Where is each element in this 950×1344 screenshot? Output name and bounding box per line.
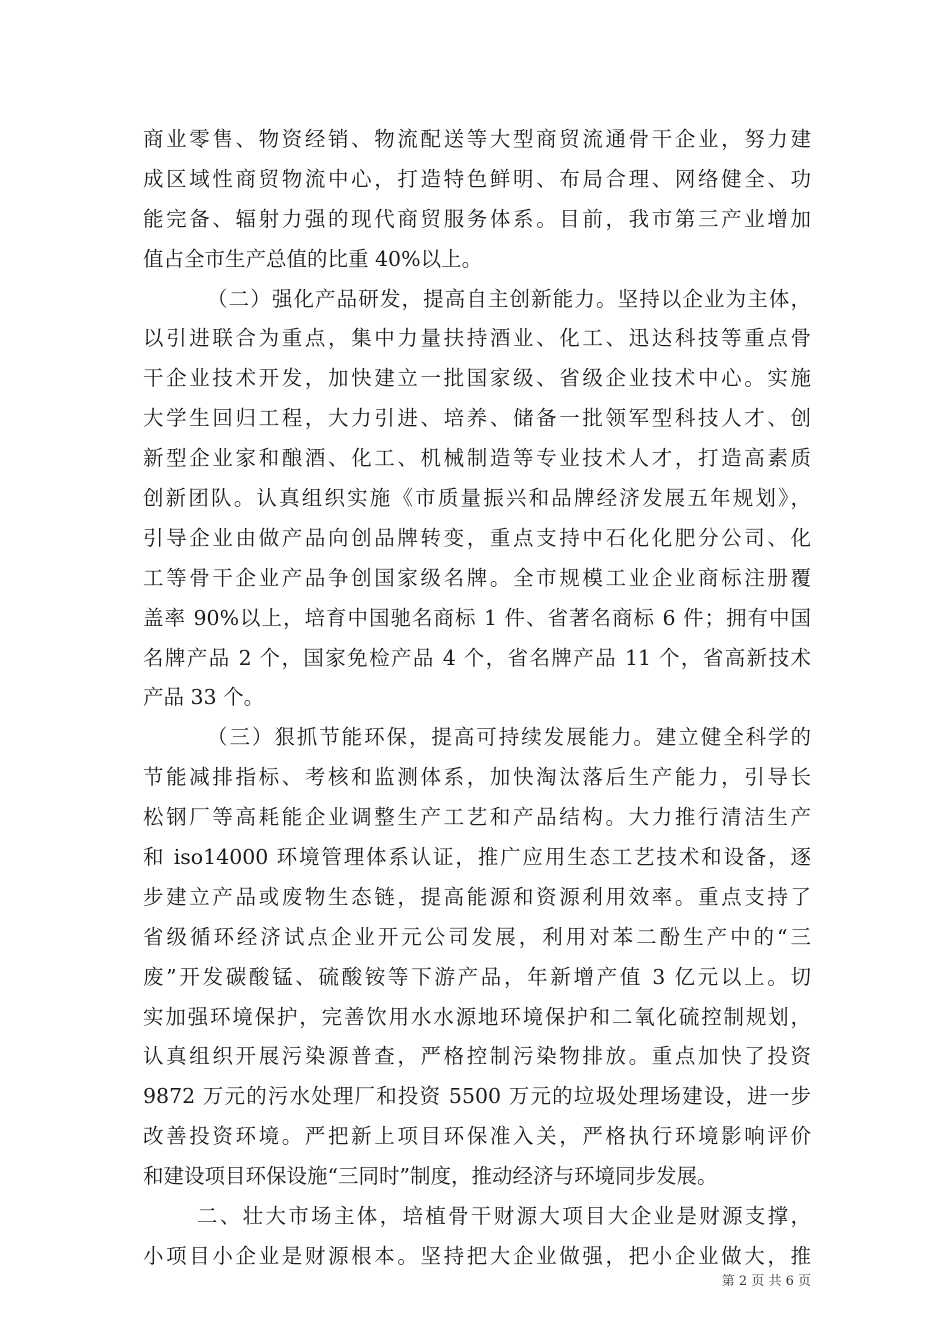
text-line: 实加强环境保护，完善饮用水水源地环境保护和二氧化硫控制规划， (143, 1004, 811, 1029)
text-line: 工等骨干企业产品争创国家级名牌。全市规模工业企业商标注册覆 (143, 565, 811, 590)
text-line: 商业零售、物资经销、物流配送等大型商贸流通骨干企业，努力建 (143, 127, 811, 151)
text-line: 认真组织开展污染源普查，严格控制污染物排放。重点加快了投资 (143, 1044, 811, 1069)
text-line: 废”开发碳酸锰、硫酸铵等下游产品，年新增产值 3 亿元以上。切 (143, 964, 811, 989)
text-line: 引导企业由做产品向创品牌转变，重点支持中石化化肥分公司、化 (143, 525, 811, 550)
text-line: 松钢厂等高耗能企业调整生产工艺和产品结构。大力推行清洁生产 (143, 805, 811, 830)
text-line: 干企业技术开发，加快建立一批国家级、省级企业技术中心。实施 (143, 366, 811, 391)
text-line: 节能减排指标、考核和监测体系，加快淘汰落后生产能力，引导长 (143, 765, 811, 790)
text-line: 以引进联合为重点，集中力量扶持酒业、化工、迅达科技等重点骨 (143, 326, 811, 351)
text-line: 9872 万元的污水处理厂和投资 5500 万元的垃圾处理场建设，进一步 (143, 1084, 811, 1109)
text-line: 成区域性商贸物流中心，打造特色鲜明、布局合理、网络健全、功 (143, 166, 811, 191)
text-line: 创新团队。认真组织实施《市质量振兴和品牌经济发展五年规划》， (143, 486, 811, 511)
text-line: （三）狠抓节能环保，提高可持续发展能力。建立健全科学的 (207, 725, 811, 750)
text-line: 产品 33 个。 (143, 685, 265, 710)
text-line: 步建立产品或废物生态链，提高能源和资源利用效率。重点支持了 (143, 884, 811, 909)
text-line: 和建设项目环保设施“三同时”制度，推动经济与环境同步发展。 (143, 1164, 718, 1189)
text-line: 盖率 90%以上，培育中国驰名商标 1 件、省著名商标 6 件；拥有中国 (143, 605, 811, 630)
page-number: 第 2 页 共 6 页 (721, 1274, 811, 1289)
text-line: 值占全市生产总值的比重 40%以上。 (143, 246, 483, 271)
text-line: 和 iso14000 环境管理体系认证，推广应用生态工艺技术和设备，逐 (143, 845, 811, 870)
text-line: （二）强化产品研发，提高自主创新能力。坚持以企业为主体， (207, 286, 811, 311)
text-line: 名牌产品 2 个，国家免检产品 4 个，省名牌产品 11 个，省高新技术 (143, 645, 811, 670)
body-text (143, 120, 811, 1277)
text-line: 改善投资环境。严把新上项目环保准入关，严格执行环境影响评价 (143, 1124, 811, 1149)
text-line: 二、壮大市场主体，培植骨干财源大项目大企业是财源支撑， (197, 1204, 811, 1229)
text-line: 大学生回归工程，大力引进、培养、储备一批领军型科技人才、创 (143, 406, 811, 431)
text-line: 能完备、辐射力强的现代商贸服务体系。目前，我市第三产业增加 (143, 206, 811, 231)
text-line: 新型企业家和酿酒、化工、机械制造等专业技术人才，打造高素质 (143, 446, 811, 471)
text-line: 小项目小企业是财源根本。坚持把大企业做强，把小企业做大，推 (143, 1243, 811, 1268)
text-line: 省级循环经济试点企业开元公司发展，利用对苯二酚生产中的“三 (143, 924, 811, 949)
